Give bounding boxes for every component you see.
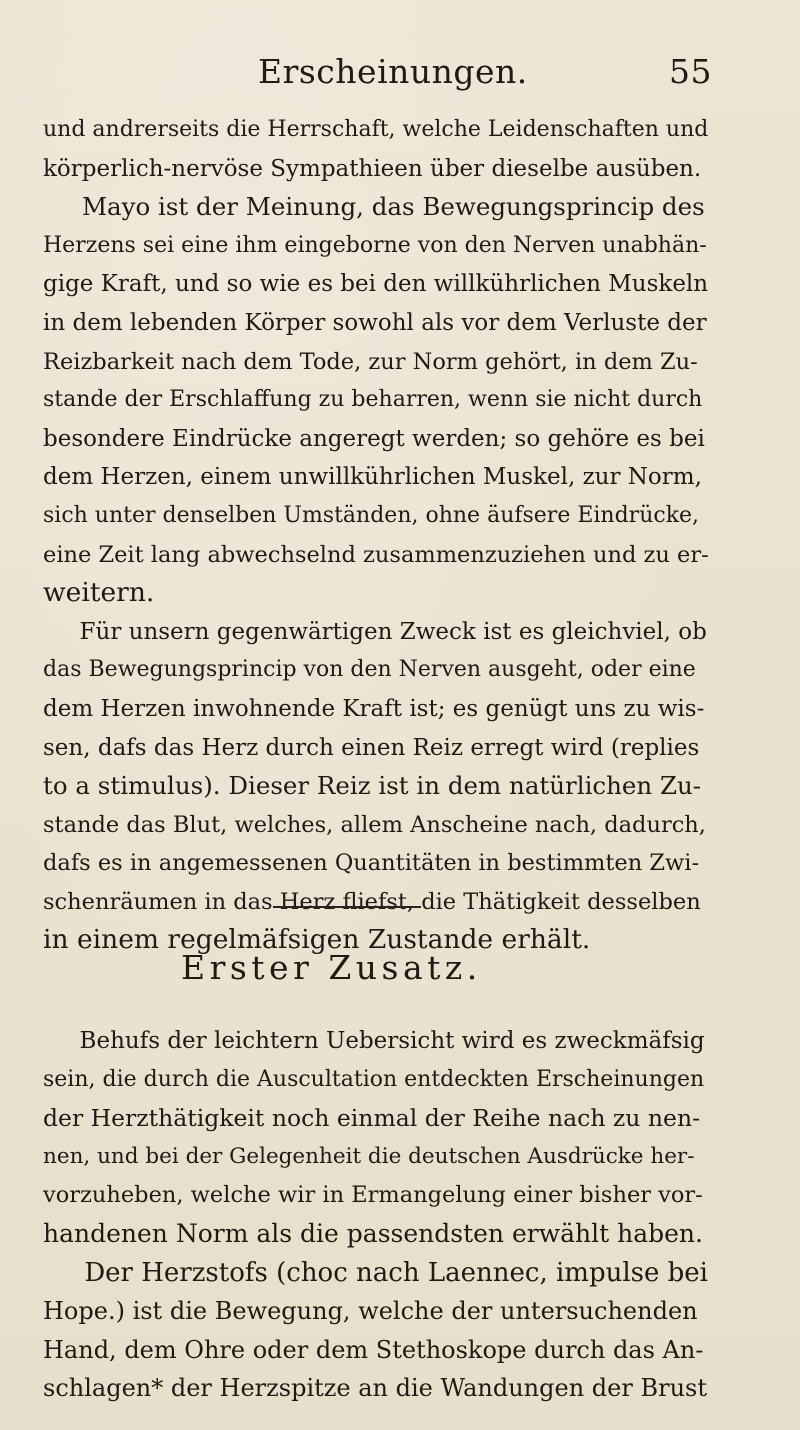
text-line: körperlich-nervöse Sympathieen über dieselbe ausüben. [43,155,702,182]
text-line: dafs es in angemessenen Quantitäten in bestimmten Zwi- [43,850,700,877]
text-line: der Herzthätigkeit noch einmal der Reihe nach zu nen- [43,1104,701,1133]
text-line: sen, dafs das Herz durch einen Reiz erregt wird (replies [43,734,700,761]
body-text-lower [43,1022,709,1408]
text-line: nen, und bei der Gelegenheit die deutschen Ausdrücke her- [43,1143,695,1169]
text-line: Für unsern gegenwärtigen Zweck ist es gleichviel, ob [43,618,707,645]
text-line: Hand, dem Ohre oder dem Stethoskope durch das An- [43,1335,704,1364]
text-line: sich unter denselben Umständen, ohne äufsere Eindrücke, [43,502,700,528]
running-head [258,52,712,92]
section-divider [273,906,421,908]
text-line: Der Herzstofs (choc nach Laennec, impulse bei [43,1257,708,1288]
text-line: sein, die durch die Auscultation entdeckten Erscheinungen [43,1066,705,1092]
text-line: besondere Eindrücke angeregt werden; so gehöre es bei [43,425,705,452]
body-text-upper [43,111,709,960]
running-title: Erscheinungen. [258,52,528,91]
text-line: Hope.) ist die Bewegung, welche der untersuchenden [43,1297,698,1326]
text-line: Behufs der leichtern Uebersicht wird es zweckmäfsig [43,1028,705,1054]
text-line: to a stimulus). Dieser Reiz ist in dem natürlichen Zu- [43,771,702,801]
text-line: schenräumen in das Herz fliefst, die Thätigkeit desselben [43,888,701,915]
text-line: schlagen* der Herzspitze an die Wandungen der Brust [43,1374,707,1403]
text-line: stande das Blut, welches, allem Anscheine nach, dadurch, [43,811,706,838]
text-line: in einem regelmäfsigen Zustande erhält. [43,924,591,956]
text-line: dem Herzen, einem unwillkührlichen Muskel, zur Norm, [43,464,702,491]
text-line: weitern. [43,577,155,609]
text-line: Mayo ist der Meinung, das Bewegungsprincip des [43,192,705,222]
text-line: und andrerseits die Herrschaft, welche Leidenschaften und [43,117,709,142]
text-line: dem Herzen inwohnende Kraft ist; es genügt uns zu wis- [43,695,705,722]
text-line: vorzuheben, welche wir in Ermangelung einer bisher vor- [43,1182,703,1209]
text-line: stande der Erschlaffung zu beharren, wenn sie nicht durch [43,387,703,413]
text-line: gige Kraft, und so wie es bei den willkührlichen Muskeln [43,271,709,298]
text-line: Herzens sei eine ihm eingeborne von den Nerven unabhän- [43,232,707,258]
page-number: 55 [669,52,712,91]
text-line: handenen Norm als die passendsten erwählt haben. [43,1218,703,1248]
text-line: in dem lebenden Körper sowohl als vor dem Verluste der [43,309,707,336]
text-line: eine Zeit lang abwechselnd zusammenzuziehen und zu er- [43,541,709,568]
text-line: Reizbarkeit nach dem Tode, zur Norm gehört, in dem Zu- [43,348,698,375]
text-line: das Bewegungsprincip von den Nerven ausgeht, oder eine [43,657,696,683]
section-heading: Erster Zusatz. [181,948,482,987]
